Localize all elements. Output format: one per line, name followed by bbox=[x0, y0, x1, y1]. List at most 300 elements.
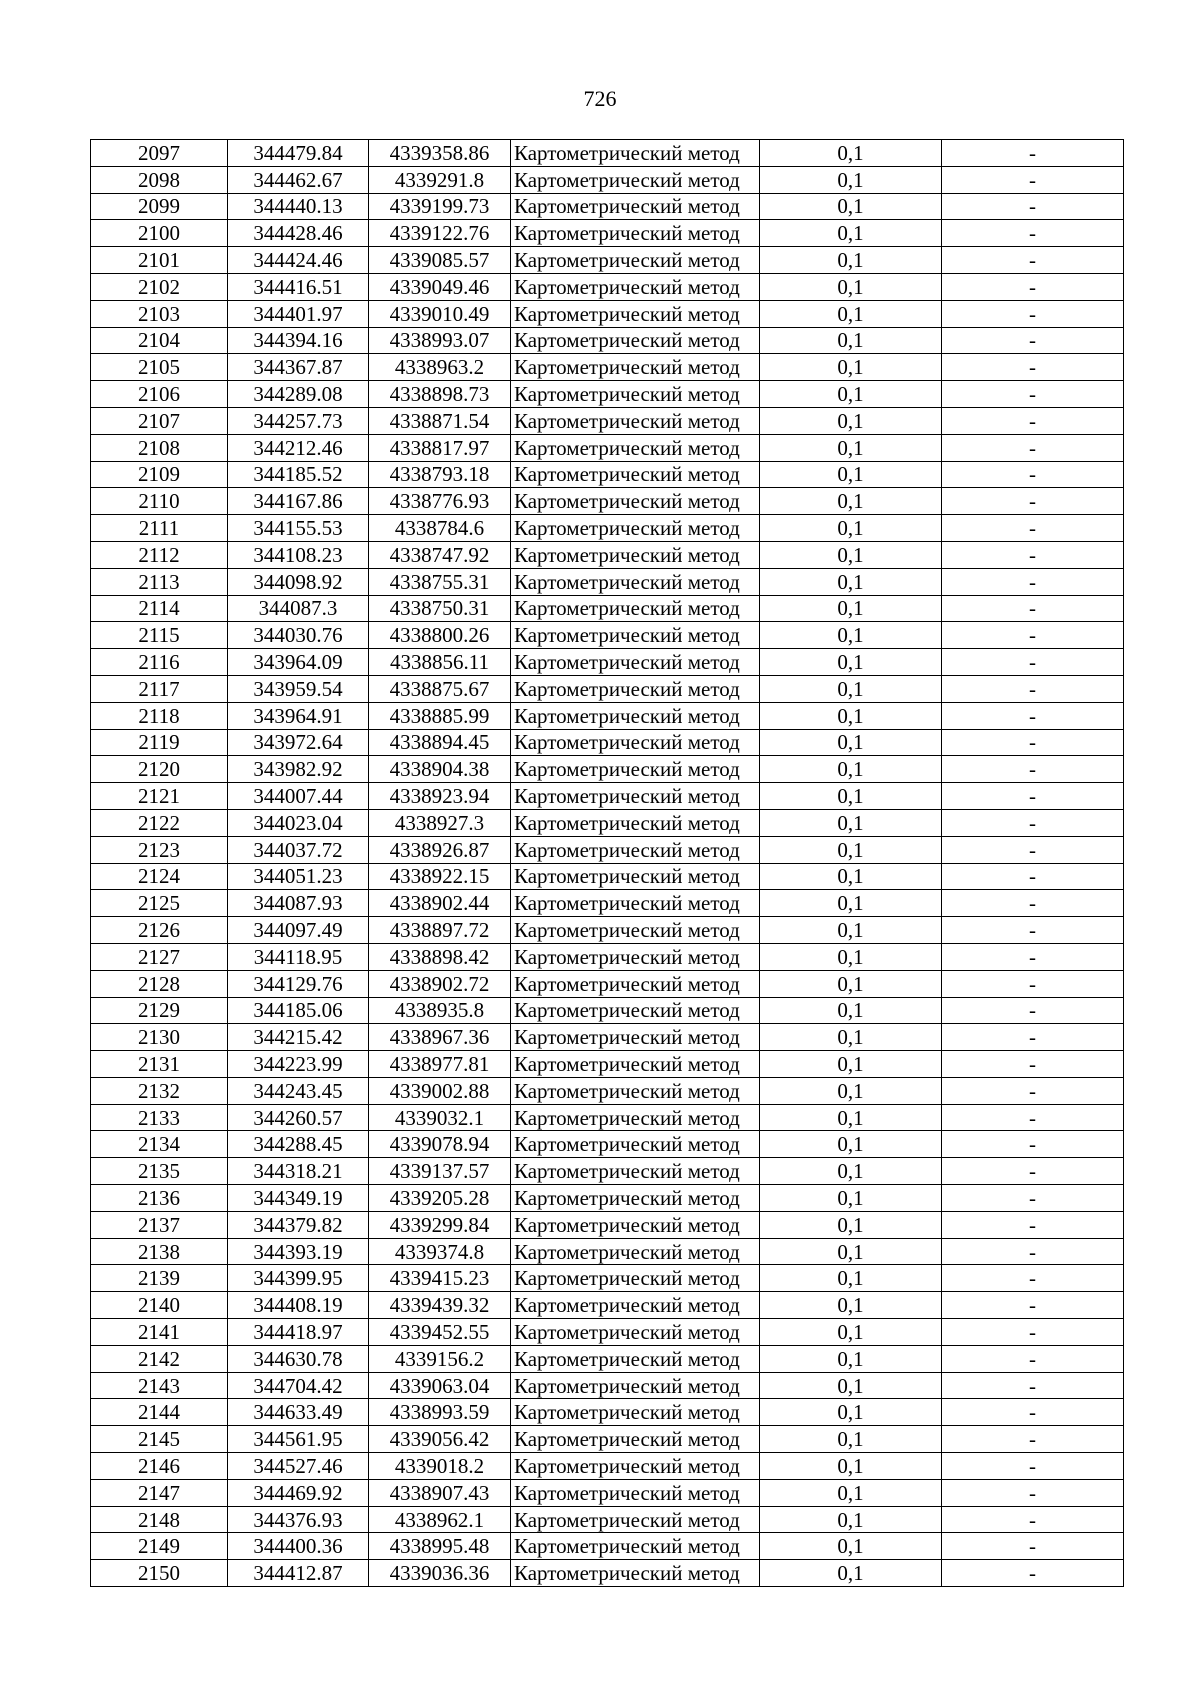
x-coordinate-cell: 344462.67 bbox=[228, 166, 369, 193]
point-number-cell: 2133 bbox=[91, 1104, 228, 1131]
y-coordinate-cell: 4338856.11 bbox=[369, 649, 511, 676]
note-cell: - bbox=[942, 1506, 1124, 1533]
accuracy-cell: 0,1 bbox=[760, 1051, 942, 1078]
point-number-cell: 2145 bbox=[91, 1426, 228, 1453]
note-cell: - bbox=[942, 1131, 1124, 1158]
x-coordinate-cell: 344399.95 bbox=[228, 1265, 369, 1292]
y-coordinate-cell: 4338904.38 bbox=[369, 756, 511, 783]
method-cell: Картометрический метод bbox=[511, 1372, 760, 1399]
table-row bbox=[91, 997, 1124, 1024]
point-number-cell: 2148 bbox=[91, 1506, 228, 1533]
x-coordinate-cell: 344376.93 bbox=[228, 1506, 369, 1533]
note-cell: - bbox=[942, 1345, 1124, 1372]
accuracy-cell: 0,1 bbox=[760, 1426, 942, 1453]
table-row bbox=[91, 890, 1124, 917]
note-cell: - bbox=[942, 649, 1124, 676]
y-coordinate-cell: 4339374.8 bbox=[369, 1238, 511, 1265]
point-number-cell: 2118 bbox=[91, 702, 228, 729]
point-number-cell: 2147 bbox=[91, 1479, 228, 1506]
x-coordinate-cell: 344379.82 bbox=[228, 1211, 369, 1238]
method-cell: Картометрический метод bbox=[511, 997, 760, 1024]
x-coordinate-cell: 344393.19 bbox=[228, 1238, 369, 1265]
table-row bbox=[91, 193, 1124, 220]
method-cell: Картометрический метод bbox=[511, 1560, 760, 1587]
point-number-cell: 2121 bbox=[91, 783, 228, 810]
table-row bbox=[91, 863, 1124, 890]
table-row bbox=[91, 622, 1124, 649]
y-coordinate-cell: 4338817.97 bbox=[369, 434, 511, 461]
accuracy-cell: 0,1 bbox=[760, 1399, 942, 1426]
point-number-cell: 2137 bbox=[91, 1211, 228, 1238]
x-coordinate-cell: 344007.44 bbox=[228, 783, 369, 810]
point-number-cell: 2123 bbox=[91, 836, 228, 863]
note-cell: - bbox=[942, 943, 1124, 970]
x-coordinate-cell: 344155.53 bbox=[228, 515, 369, 542]
table-row bbox=[91, 1211, 1124, 1238]
accuracy-cell: 0,1 bbox=[760, 997, 942, 1024]
accuracy-cell: 0,1 bbox=[760, 327, 942, 354]
page-number: 726 bbox=[583, 86, 617, 111]
x-coordinate-cell: 344289.08 bbox=[228, 381, 369, 408]
note-cell: - bbox=[942, 890, 1124, 917]
table-row bbox=[91, 1292, 1124, 1319]
table-row bbox=[91, 568, 1124, 595]
coordinates-table bbox=[90, 139, 1124, 1587]
y-coordinate-cell: 4338793.18 bbox=[369, 461, 511, 488]
point-number-cell: 2105 bbox=[91, 354, 228, 381]
accuracy-cell: 0,1 bbox=[760, 595, 942, 622]
accuracy-cell: 0,1 bbox=[760, 354, 942, 381]
accuracy-cell: 0,1 bbox=[760, 917, 942, 944]
y-coordinate-cell: 4338902.44 bbox=[369, 890, 511, 917]
x-coordinate-cell: 344098.92 bbox=[228, 568, 369, 595]
x-coordinate-cell: 344129.76 bbox=[228, 970, 369, 997]
note-cell: - bbox=[942, 193, 1124, 220]
x-coordinate-cell: 344400.36 bbox=[228, 1533, 369, 1560]
x-coordinate-cell: 344394.16 bbox=[228, 327, 369, 354]
point-number-cell: 2109 bbox=[91, 461, 228, 488]
method-cell: Картометрический метод bbox=[511, 1185, 760, 1212]
method-cell: Картометрический метод bbox=[511, 863, 760, 890]
point-number-cell: 2131 bbox=[91, 1051, 228, 1078]
table-row bbox=[91, 595, 1124, 622]
table-row bbox=[91, 1051, 1124, 1078]
x-coordinate-cell: 344479.84 bbox=[228, 140, 369, 167]
y-coordinate-cell: 4338897.72 bbox=[369, 917, 511, 944]
point-number-cell: 2107 bbox=[91, 407, 228, 434]
note-cell: - bbox=[942, 1560, 1124, 1587]
accuracy-cell: 0,1 bbox=[760, 675, 942, 702]
accuracy-cell: 0,1 bbox=[760, 649, 942, 676]
y-coordinate-cell: 4338871.54 bbox=[369, 407, 511, 434]
point-number-cell: 2100 bbox=[91, 220, 228, 247]
y-coordinate-cell: 4338776.93 bbox=[369, 488, 511, 515]
x-coordinate-cell: 344630.78 bbox=[228, 1345, 369, 1372]
y-coordinate-cell: 4338935.8 bbox=[369, 997, 511, 1024]
accuracy-cell: 0,1 bbox=[760, 273, 942, 300]
method-cell: Картометрический метод bbox=[511, 622, 760, 649]
x-coordinate-cell: 344030.76 bbox=[228, 622, 369, 649]
x-coordinate-cell: 344118.95 bbox=[228, 943, 369, 970]
method-cell: Картометрический метод bbox=[511, 1292, 760, 1319]
table-row bbox=[91, 1345, 1124, 1372]
note-cell: - bbox=[942, 809, 1124, 836]
method-cell: Картометрический метод bbox=[511, 1131, 760, 1158]
method-cell: Картометрический метод bbox=[511, 541, 760, 568]
method-cell: Картометрический метод bbox=[511, 1211, 760, 1238]
note-cell: - bbox=[942, 273, 1124, 300]
table-row bbox=[91, 1399, 1124, 1426]
x-coordinate-cell: 343972.64 bbox=[228, 729, 369, 756]
y-coordinate-cell: 4339085.57 bbox=[369, 247, 511, 274]
point-number-cell: 2142 bbox=[91, 1345, 228, 1372]
note-cell: - bbox=[942, 1104, 1124, 1131]
note-cell: - bbox=[942, 1372, 1124, 1399]
note-cell: - bbox=[942, 515, 1124, 542]
note-cell: - bbox=[942, 595, 1124, 622]
note-cell: - bbox=[942, 836, 1124, 863]
x-coordinate-cell: 344561.95 bbox=[228, 1426, 369, 1453]
table-row bbox=[91, 488, 1124, 515]
note-cell: - bbox=[942, 1319, 1124, 1346]
point-number-cell: 2103 bbox=[91, 300, 228, 327]
table-row bbox=[91, 649, 1124, 676]
y-coordinate-cell: 4339205.28 bbox=[369, 1185, 511, 1212]
point-number-cell: 2120 bbox=[91, 756, 228, 783]
table-row bbox=[91, 809, 1124, 836]
table-row bbox=[91, 273, 1124, 300]
y-coordinate-cell: 4339032.1 bbox=[369, 1104, 511, 1131]
table-row bbox=[91, 783, 1124, 810]
note-cell: - bbox=[942, 1265, 1124, 1292]
y-coordinate-cell: 4339036.36 bbox=[369, 1560, 511, 1587]
x-coordinate-cell: 344051.23 bbox=[228, 863, 369, 890]
method-cell: Картометрический метод bbox=[511, 1051, 760, 1078]
point-number-cell: 2128 bbox=[91, 970, 228, 997]
x-coordinate-cell: 344185.06 bbox=[228, 997, 369, 1024]
note-cell: - bbox=[942, 1211, 1124, 1238]
accuracy-cell: 0,1 bbox=[760, 836, 942, 863]
method-cell: Картометрический метод bbox=[511, 1533, 760, 1560]
method-cell: Картометрический метод bbox=[511, 193, 760, 220]
note-cell: - bbox=[942, 220, 1124, 247]
accuracy-cell: 0,1 bbox=[760, 1024, 942, 1051]
x-coordinate-cell: 344318.21 bbox=[228, 1158, 369, 1185]
x-coordinate-cell: 344424.46 bbox=[228, 247, 369, 274]
method-cell: Картометрический метод bbox=[511, 783, 760, 810]
x-coordinate-cell: 343959.54 bbox=[228, 675, 369, 702]
accuracy-cell: 0,1 bbox=[760, 702, 942, 729]
accuracy-cell: 0,1 bbox=[760, 622, 942, 649]
note-cell: - bbox=[942, 997, 1124, 1024]
y-coordinate-cell: 4339122.76 bbox=[369, 220, 511, 247]
point-number-cell: 2132 bbox=[91, 1077, 228, 1104]
note-cell: - bbox=[942, 1533, 1124, 1560]
accuracy-cell: 0,1 bbox=[760, 863, 942, 890]
point-number-cell: 2117 bbox=[91, 675, 228, 702]
y-coordinate-cell: 4339291.8 bbox=[369, 166, 511, 193]
table-row bbox=[91, 1077, 1124, 1104]
accuracy-cell: 0,1 bbox=[760, 300, 942, 327]
table-row bbox=[91, 220, 1124, 247]
table-row bbox=[91, 702, 1124, 729]
note-cell: - bbox=[942, 1051, 1124, 1078]
table-row bbox=[91, 1453, 1124, 1480]
x-coordinate-cell: 344412.87 bbox=[228, 1560, 369, 1587]
y-coordinate-cell: 4338898.73 bbox=[369, 381, 511, 408]
method-cell: Картометрический метод bbox=[511, 300, 760, 327]
note-cell: - bbox=[942, 381, 1124, 408]
y-coordinate-cell: 4338927.3 bbox=[369, 809, 511, 836]
x-coordinate-cell: 344260.57 bbox=[228, 1104, 369, 1131]
table-row bbox=[91, 140, 1124, 167]
point-number-cell: 2106 bbox=[91, 381, 228, 408]
y-coordinate-cell: 4339358.86 bbox=[369, 140, 511, 167]
accuracy-cell: 0,1 bbox=[760, 541, 942, 568]
method-cell: Картометрический метод bbox=[511, 166, 760, 193]
accuracy-cell: 0,1 bbox=[760, 943, 942, 970]
method-cell: Картометрический метод bbox=[511, 434, 760, 461]
method-cell: Картометрический метод bbox=[511, 729, 760, 756]
accuracy-cell: 0,1 bbox=[760, 1319, 942, 1346]
point-number-cell: 2144 bbox=[91, 1399, 228, 1426]
y-coordinate-cell: 4339299.84 bbox=[369, 1211, 511, 1238]
y-coordinate-cell: 4338967.36 bbox=[369, 1024, 511, 1051]
accuracy-cell: 0,1 bbox=[760, 434, 942, 461]
y-coordinate-cell: 4338923.94 bbox=[369, 783, 511, 810]
y-coordinate-cell: 4338755.31 bbox=[369, 568, 511, 595]
method-cell: Картометрический метод bbox=[511, 890, 760, 917]
note-cell: - bbox=[942, 247, 1124, 274]
accuracy-cell: 0,1 bbox=[760, 515, 942, 542]
table-row bbox=[91, 1426, 1124, 1453]
x-coordinate-cell: 344185.52 bbox=[228, 461, 369, 488]
y-coordinate-cell: 4339010.49 bbox=[369, 300, 511, 327]
x-coordinate-cell: 344428.46 bbox=[228, 220, 369, 247]
x-coordinate-cell: 344288.45 bbox=[228, 1131, 369, 1158]
method-cell: Картометрический метод bbox=[511, 675, 760, 702]
x-coordinate-cell: 343964.09 bbox=[228, 649, 369, 676]
accuracy-cell: 0,1 bbox=[760, 1077, 942, 1104]
table-row bbox=[91, 461, 1124, 488]
accuracy-cell: 0,1 bbox=[760, 381, 942, 408]
accuracy-cell: 0,1 bbox=[760, 970, 942, 997]
point-number-cell: 2139 bbox=[91, 1265, 228, 1292]
method-cell: Картометрический метод bbox=[511, 488, 760, 515]
point-number-cell: 2101 bbox=[91, 247, 228, 274]
table-row bbox=[91, 327, 1124, 354]
method-cell: Картометрический метод bbox=[511, 515, 760, 542]
note-cell: - bbox=[942, 1024, 1124, 1051]
point-number-cell: 2116 bbox=[91, 649, 228, 676]
method-cell: Картометрический метод bbox=[511, 702, 760, 729]
accuracy-cell: 0,1 bbox=[760, 1292, 942, 1319]
table-row bbox=[91, 381, 1124, 408]
y-coordinate-cell: 4338926.87 bbox=[369, 836, 511, 863]
point-number-cell: 2098 bbox=[91, 166, 228, 193]
table-row bbox=[91, 756, 1124, 783]
note-cell: - bbox=[942, 863, 1124, 890]
point-number-cell: 2126 bbox=[91, 917, 228, 944]
point-number-cell: 2112 bbox=[91, 541, 228, 568]
table-row bbox=[91, 729, 1124, 756]
y-coordinate-cell: 4339049.46 bbox=[369, 273, 511, 300]
method-cell: Картометрический метод bbox=[511, 1399, 760, 1426]
method-cell: Картометрический метод bbox=[511, 809, 760, 836]
method-cell: Картометрический метод bbox=[511, 140, 760, 167]
point-number-cell: 2113 bbox=[91, 568, 228, 595]
method-cell: Картометрический метод bbox=[511, 836, 760, 863]
method-cell: Картометрический метод bbox=[511, 1426, 760, 1453]
accuracy-cell: 0,1 bbox=[760, 1238, 942, 1265]
y-coordinate-cell: 4339452.55 bbox=[369, 1319, 511, 1346]
method-cell: Картометрический метод bbox=[511, 1453, 760, 1480]
table-row bbox=[91, 1185, 1124, 1212]
table-row bbox=[91, 917, 1124, 944]
y-coordinate-cell: 4339415.23 bbox=[369, 1265, 511, 1292]
accuracy-cell: 0,1 bbox=[760, 1533, 942, 1560]
point-number-cell: 2143 bbox=[91, 1372, 228, 1399]
table-row bbox=[91, 166, 1124, 193]
note-cell: - bbox=[942, 675, 1124, 702]
point-number-cell: 2124 bbox=[91, 863, 228, 890]
table-row bbox=[91, 836, 1124, 863]
y-coordinate-cell: 4339137.57 bbox=[369, 1158, 511, 1185]
accuracy-cell: 0,1 bbox=[760, 166, 942, 193]
point-number-cell: 2146 bbox=[91, 1453, 228, 1480]
y-coordinate-cell: 4339078.94 bbox=[369, 1131, 511, 1158]
y-coordinate-cell: 4338993.07 bbox=[369, 327, 511, 354]
y-coordinate-cell: 4338995.48 bbox=[369, 1533, 511, 1560]
y-coordinate-cell: 4338875.67 bbox=[369, 675, 511, 702]
accuracy-cell: 0,1 bbox=[760, 1372, 942, 1399]
note-cell: - bbox=[942, 488, 1124, 515]
coordinates-table-body bbox=[91, 140, 1124, 1587]
y-coordinate-cell: 4338898.42 bbox=[369, 943, 511, 970]
accuracy-cell: 0,1 bbox=[760, 1345, 942, 1372]
x-coordinate-cell: 344408.19 bbox=[228, 1292, 369, 1319]
y-coordinate-cell: 4338963.2 bbox=[369, 354, 511, 381]
note-cell: - bbox=[942, 970, 1124, 997]
note-cell: - bbox=[942, 461, 1124, 488]
accuracy-cell: 0,1 bbox=[760, 1560, 942, 1587]
note-cell: - bbox=[942, 917, 1124, 944]
point-number-cell: 2130 bbox=[91, 1024, 228, 1051]
point-number-cell: 2149 bbox=[91, 1533, 228, 1560]
y-coordinate-cell: 4339056.42 bbox=[369, 1426, 511, 1453]
x-coordinate-cell: 344440.13 bbox=[228, 193, 369, 220]
x-coordinate-cell: 343982.92 bbox=[228, 756, 369, 783]
x-coordinate-cell: 344087.3 bbox=[228, 595, 369, 622]
table-row bbox=[91, 1131, 1124, 1158]
point-number-cell: 2141 bbox=[91, 1319, 228, 1346]
table-row bbox=[91, 541, 1124, 568]
x-coordinate-cell: 344212.46 bbox=[228, 434, 369, 461]
method-cell: Картометрический метод bbox=[511, 1024, 760, 1051]
method-cell: Картометрический метод bbox=[511, 247, 760, 274]
accuracy-cell: 0,1 bbox=[760, 729, 942, 756]
y-coordinate-cell: 4339002.88 bbox=[369, 1077, 511, 1104]
accuracy-cell: 0,1 bbox=[760, 568, 942, 595]
method-cell: Картометрический метод bbox=[511, 1104, 760, 1131]
table-row bbox=[91, 1265, 1124, 1292]
note-cell: - bbox=[942, 166, 1124, 193]
note-cell: - bbox=[942, 434, 1124, 461]
accuracy-cell: 0,1 bbox=[760, 193, 942, 220]
note-cell: - bbox=[942, 1238, 1124, 1265]
note-cell: - bbox=[942, 1426, 1124, 1453]
x-coordinate-cell: 344469.92 bbox=[228, 1479, 369, 1506]
point-number-cell: 2119 bbox=[91, 729, 228, 756]
y-coordinate-cell: 4338747.92 bbox=[369, 541, 511, 568]
point-number-cell: 2134 bbox=[91, 1131, 228, 1158]
y-coordinate-cell: 4338784.6 bbox=[369, 515, 511, 542]
accuracy-cell: 0,1 bbox=[760, 247, 942, 274]
point-number-cell: 2140 bbox=[91, 1292, 228, 1319]
point-number-cell: 2108 bbox=[91, 434, 228, 461]
point-number-cell: 2122 bbox=[91, 809, 228, 836]
table-row bbox=[91, 1560, 1124, 1587]
y-coordinate-cell: 4338902.72 bbox=[369, 970, 511, 997]
table-row bbox=[91, 515, 1124, 542]
method-cell: Картометрический метод bbox=[511, 943, 760, 970]
accuracy-cell: 0,1 bbox=[760, 220, 942, 247]
table-row bbox=[91, 943, 1124, 970]
y-coordinate-cell: 4339063.04 bbox=[369, 1372, 511, 1399]
accuracy-cell: 0,1 bbox=[760, 1453, 942, 1480]
table-row bbox=[91, 1319, 1124, 1346]
method-cell: Картометрический метод bbox=[511, 568, 760, 595]
x-coordinate-cell: 344418.97 bbox=[228, 1319, 369, 1346]
note-cell: - bbox=[942, 1479, 1124, 1506]
note-cell: - bbox=[942, 1399, 1124, 1426]
point-number-cell: 2099 bbox=[91, 193, 228, 220]
note-cell: - bbox=[942, 756, 1124, 783]
accuracy-cell: 0,1 bbox=[760, 488, 942, 515]
table-row bbox=[91, 1533, 1124, 1560]
x-coordinate-cell: 344023.04 bbox=[228, 809, 369, 836]
point-number-cell: 2125 bbox=[91, 890, 228, 917]
note-cell: - bbox=[942, 783, 1124, 810]
method-cell: Картометрический метод bbox=[511, 917, 760, 944]
x-coordinate-cell: 344223.99 bbox=[228, 1051, 369, 1078]
method-cell: Картометрический метод bbox=[511, 1265, 760, 1292]
method-cell: Картометрический метод bbox=[511, 595, 760, 622]
accuracy-cell: 0,1 bbox=[760, 1265, 942, 1292]
x-coordinate-cell: 344215.42 bbox=[228, 1024, 369, 1051]
accuracy-cell: 0,1 bbox=[760, 756, 942, 783]
table-row bbox=[91, 1506, 1124, 1533]
method-cell: Картометрический метод bbox=[511, 354, 760, 381]
y-coordinate-cell: 4338800.26 bbox=[369, 622, 511, 649]
table-row bbox=[91, 675, 1124, 702]
note-cell: - bbox=[942, 1158, 1124, 1185]
point-number-cell: 2115 bbox=[91, 622, 228, 649]
x-coordinate-cell: 344527.46 bbox=[228, 1453, 369, 1480]
x-coordinate-cell: 344704.42 bbox=[228, 1372, 369, 1399]
note-cell: - bbox=[942, 327, 1124, 354]
method-cell: Картометрический метод bbox=[511, 649, 760, 676]
note-cell: - bbox=[942, 1077, 1124, 1104]
table-row bbox=[91, 354, 1124, 381]
table-row bbox=[91, 1238, 1124, 1265]
method-cell: Картометрический метод bbox=[511, 1158, 760, 1185]
table-row bbox=[91, 434, 1124, 461]
method-cell: Картометрический метод bbox=[511, 1345, 760, 1372]
y-coordinate-cell: 4339439.32 bbox=[369, 1292, 511, 1319]
accuracy-cell: 0,1 bbox=[760, 1479, 942, 1506]
accuracy-cell: 0,1 bbox=[760, 783, 942, 810]
